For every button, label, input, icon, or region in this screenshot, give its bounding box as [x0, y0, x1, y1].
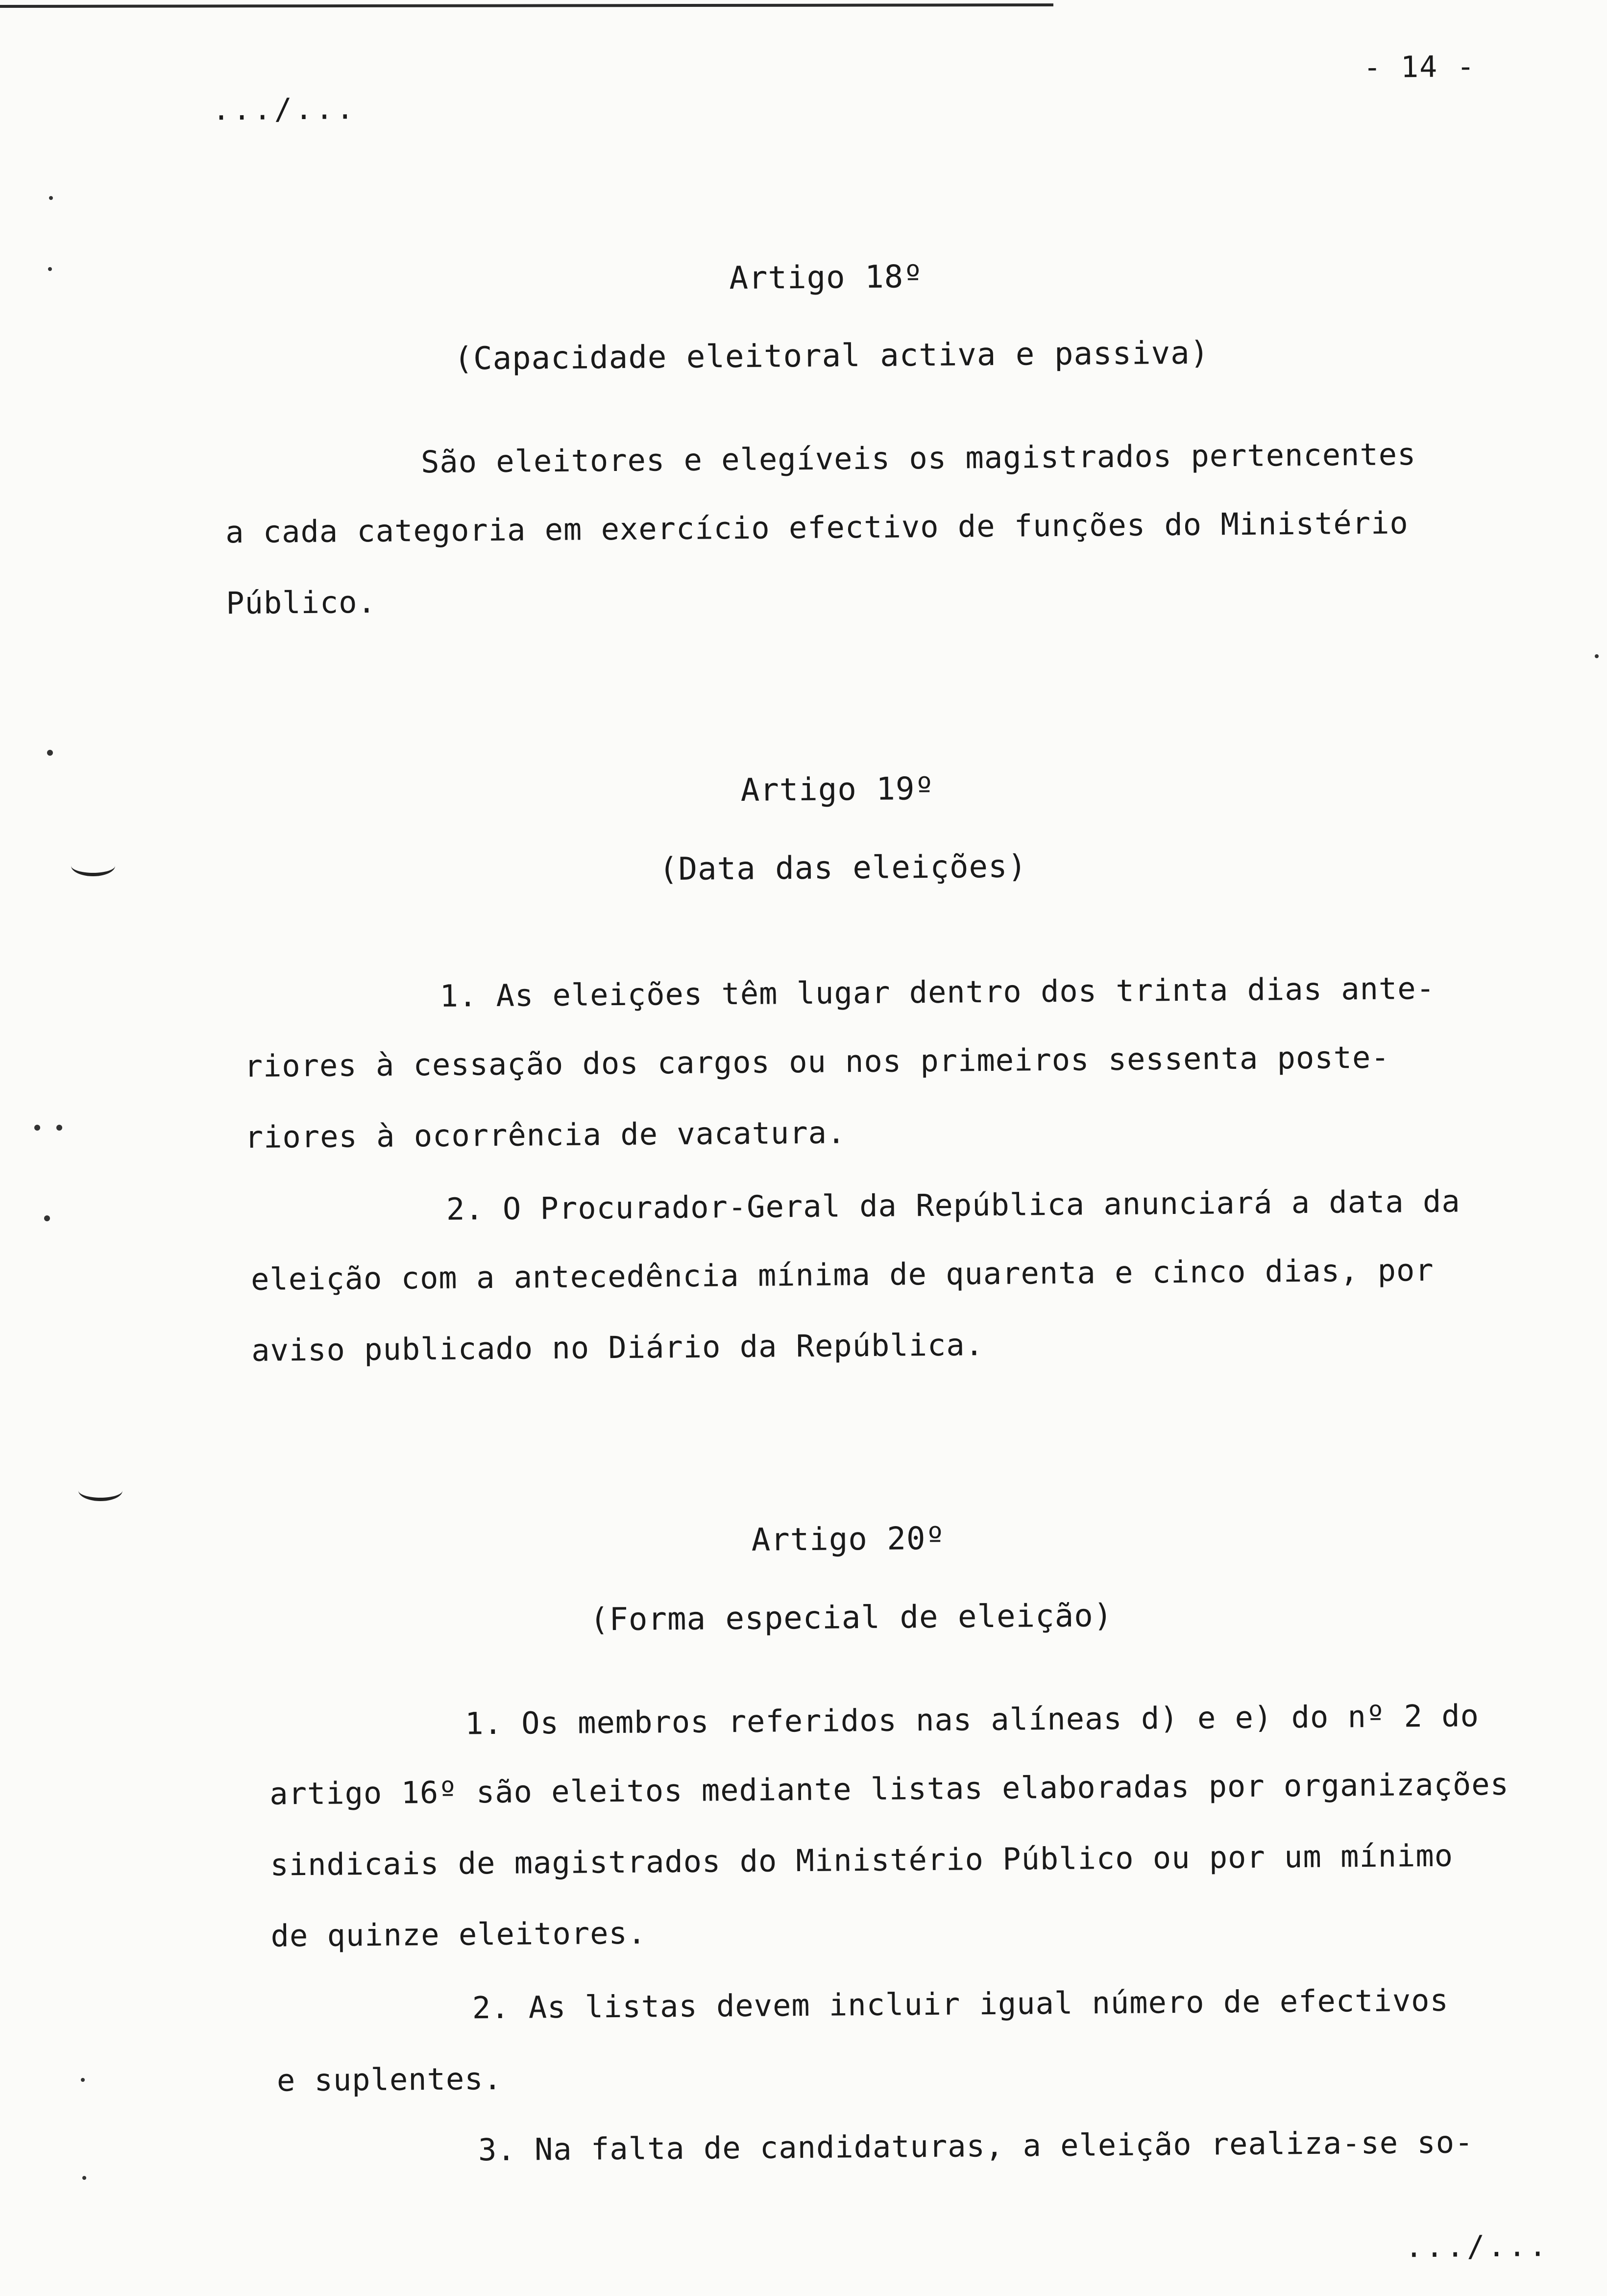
article-20-line-4: de quinze eleitores.	[270, 1915, 647, 1954]
article-19-line-1: 1. As eleições têm lugar dentro dos trinta dias ante-	[439, 970, 1436, 1014]
article-18-line-2: a cada categoria em exercício efectivo de funções do Ministério	[225, 505, 1409, 550]
continuation-top: .../...	[212, 92, 357, 127]
scan-speck	[48, 267, 52, 271]
article-20-line-3: sindicais de magistrados do Ministério Público ou por um mínimo	[270, 1837, 1454, 1883]
continuation-bottom: .../...	[1405, 2229, 1550, 2265]
scan-speck	[44, 1215, 50, 1221]
article-19-line-2: riores à cessação dos cargos ou nos primeiros sessenta poste-	[244, 1039, 1390, 1084]
scan-speck	[49, 196, 53, 200]
scan-speck	[56, 1125, 62, 1131]
article-19-line-6: aviso publicado no Diário da República.	[251, 1327, 984, 1368]
scan-mark	[71, 855, 115, 876]
article-20-title: Artigo 20º	[751, 1520, 946, 1558]
scan-speck	[34, 1125, 40, 1131]
article-19-line-3: riores à ocorrência de vacatura.	[244, 1114, 846, 1155]
article-20-line-2: artigo 16º são eleitos mediante listas elaboradas por organizações	[269, 1766, 1510, 1812]
article-20-line-1: 1. Os membros referidos nas alíneas d) e e) do nº 2 do	[464, 1698, 1480, 1742]
article-20-line-7: 3. Na falta de candidaturas, a eleição realiza-se so-	[478, 2124, 1474, 2168]
page-number: - 14 -	[1363, 49, 1476, 85]
article-19-line-5: eleição com a antecedência mínima de quarenta e cinco dias, por	[250, 1252, 1434, 1297]
scan-speck	[82, 2176, 86, 2180]
article-18-subtitle: (Capacidade eleitoral activa e passiva)	[454, 335, 1210, 377]
article-19-line-4: 2. O Procurador-Geral da República anunciará a data da	[446, 1183, 1461, 1227]
article-19-subtitle: (Data das eleições)	[658, 848, 1027, 888]
article-18-title: Artigo 18º	[729, 259, 924, 297]
article-18-line-1: São eleitores e elegíveis os magistrados pertencentes	[420, 436, 1416, 480]
scan-speck	[1595, 654, 1599, 658]
scan-speck	[81, 2078, 85, 2082]
scan-speck	[47, 750, 53, 756]
article-20-line-6: e suplentes.	[276, 2060, 503, 2098]
scan-mark	[78, 1480, 122, 1501]
article-20-line-5: 2. As listas devem incluir igual número de efectivos	[472, 1982, 1449, 2026]
article-20-subtitle: (Forma especial de eleição)	[589, 1598, 1113, 1638]
article-19-title: Artigo 19º	[740, 770, 935, 809]
article-18-line-3: Público.	[225, 584, 377, 621]
